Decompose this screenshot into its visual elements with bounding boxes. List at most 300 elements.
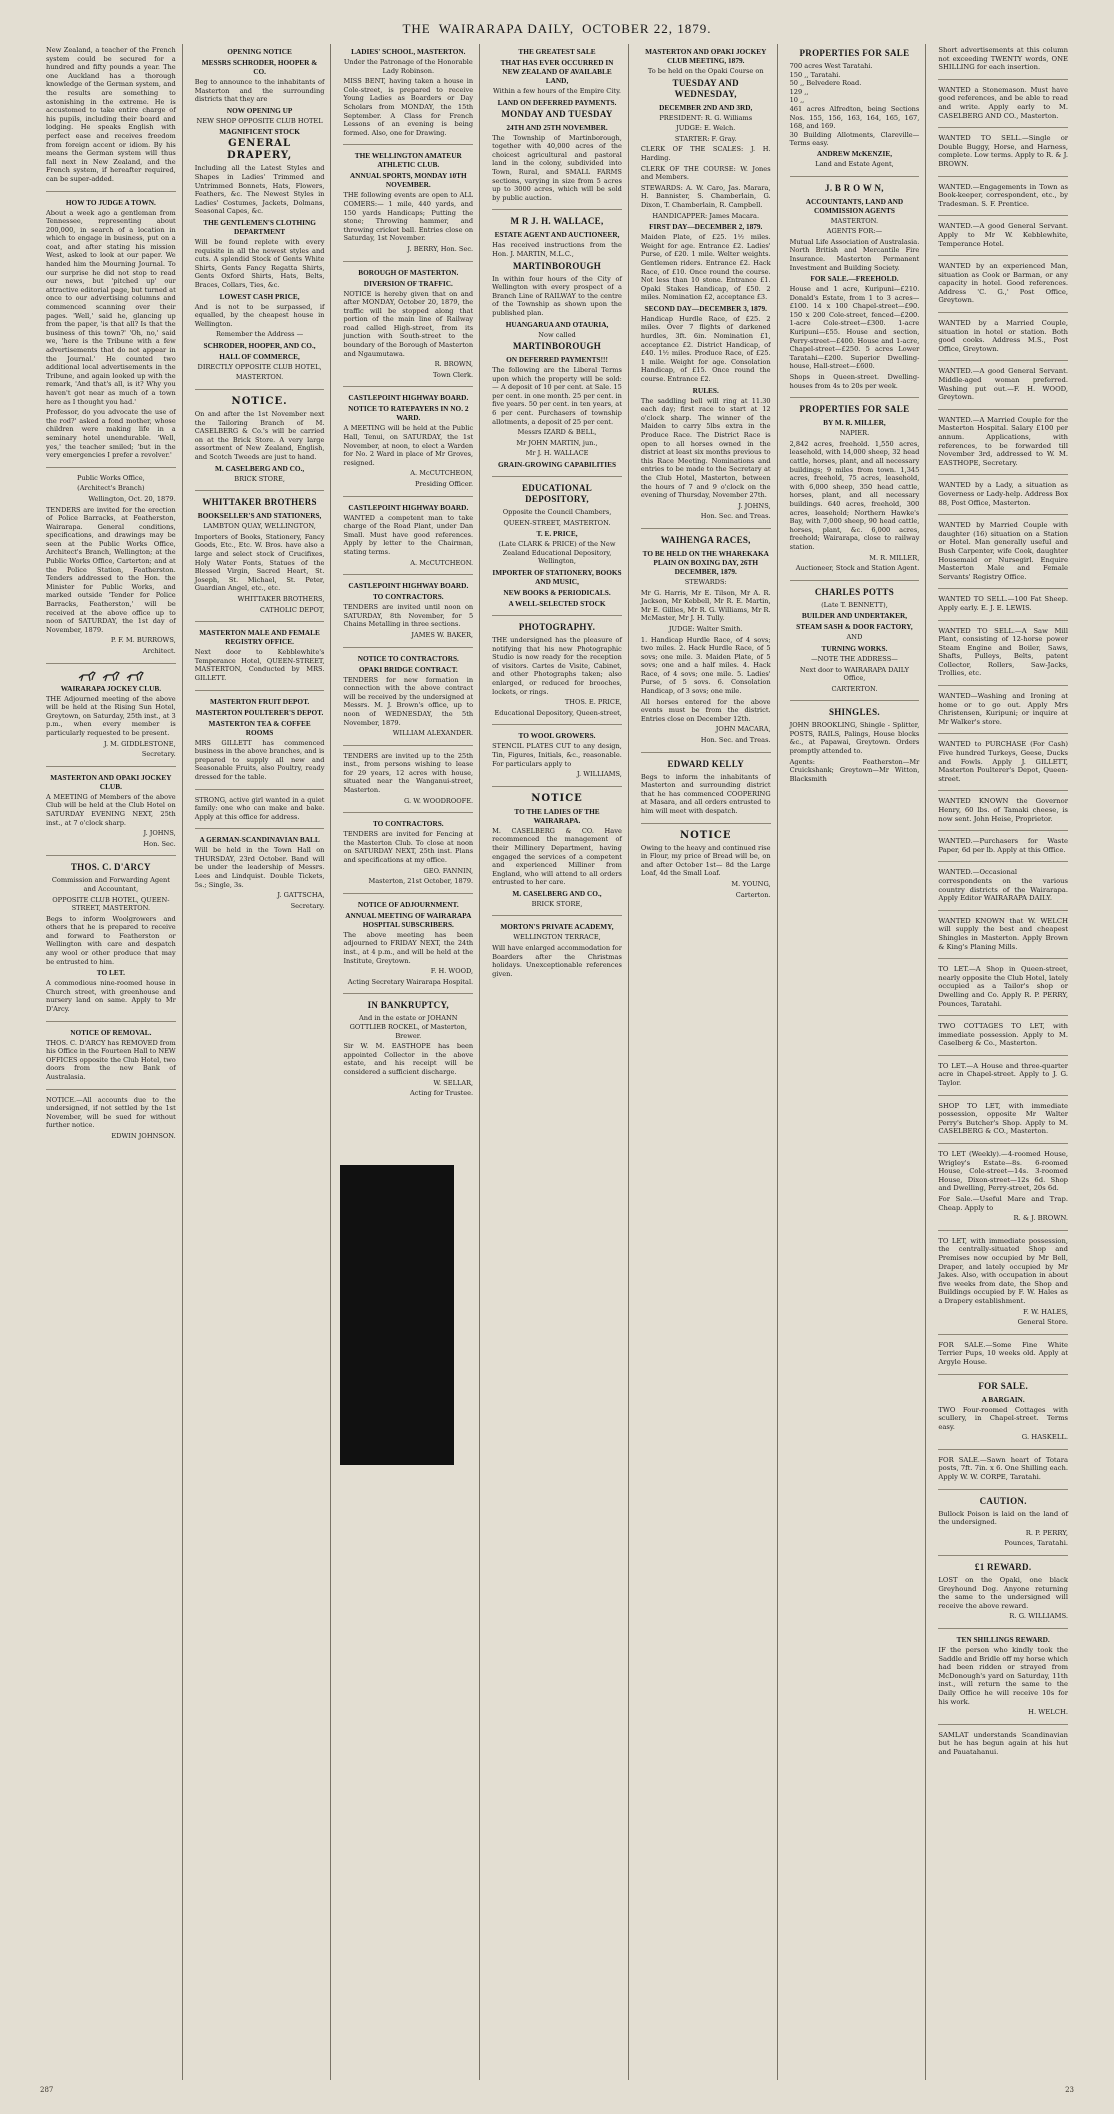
- wanted-text: WANTED.—A good General Servant. Middle-aged woman preferred. Washing put out.—F. H. WOOD, Greytown.: [938, 367, 1069, 402]
- borough-sig: R. BROWN,: [434, 360, 474, 369]
- opaki-body: TENDERS for new formation in connection with the above contract will be received by the undersigned at Messrs. M. J. Brown's office, up to noon of WEDNESDAY, the 5th November, 1879.: [343, 675, 474, 727]
- darcy-body: Begs to inform Woolgrowers and others that he is prepared to receive and forward to Featherston or Wellington with care and despatch any wool or other produce that may be entrusted to him.: [46, 914, 176, 966]
- rules-title: RULES.: [692, 385, 719, 395]
- ad-let-4: [938, 1150, 1068, 1231]
- clothing-body: Will be found replete with every requisite in all the newest styles and cuts. A splendid Stock of Gents White Shirts, Gents Fancy Regatta Shirts, Gents Oxford Shirts, Hats, Belts, Braces, Collars, Ties, &c.: [194, 237, 325, 289]
- adj-sig: F. H. WOOD,: [430, 967, 474, 976]
- potts-sub: (Late T. BENNETT),: [821, 600, 888, 609]
- props2-place: NAPIER.: [839, 429, 870, 438]
- huangarua: HUANGARUA AND OTAURIA,: [505, 319, 609, 329]
- column-5: [635, 44, 778, 2080]
- photo-sig2: Educational Depository, Queen-street,: [494, 708, 622, 717]
- ratepayers-sig: A. McCUTCHEON,: [410, 469, 474, 478]
- terms: The following are the Liberal Terms upon which the property will be sold:— A deposit of 10 per cent. at Sale. 15 per cent. in one month. 25 per cent. in five years. 50 per cent. in ten years, at 6 per cent. Purchasers of township allotments, a deposit of 25 per cent.: [492, 366, 622, 426]
- sale-list: House and 1 acre, Kuripuni—£210. Donald's Estate, from 1 to 3 acres—£100. 14 x 100 Chapel-street—£90. 150 x 200 Cole-street, fenced—£200. 1-acre Cole-street—£300. 1-acre Kuripuni—£55. House and section, Perry-street—£400. House and 1-acre, Chapel-street—£250. 5 acres Lower Taratahi—£200. Superior Dwelling-house, Hall-street—£600.: [789, 285, 920, 371]
- sawn-text: FOR SALE.—Sawn heart of Totara posts, 7ft. 7in. x 6. One Shilling each. Apply W. W. CORPE, Taratahi.: [938, 1455, 1069, 1482]
- brown-title: J. B R O W N,: [825, 182, 884, 193]
- ad-caution: [938, 1496, 1068, 1556]
- ad-terms: [938, 46, 1068, 80]
- ad-lease: [343, 752, 473, 814]
- ad-jockey-club: [46, 670, 176, 767]
- shops: Shops in Queen-street. Dwelling-houses from 4s to 20s per week.: [789, 373, 920, 390]
- wanted-text: WANTED.—Purchasers for Waste Paper, 6d per lb. Apply at this Office.: [938, 837, 1069, 854]
- ad-caselberg-notice: [195, 396, 325, 491]
- reward-body: LOST on the Opaki, one black Greyhound Dog. Anyone returning the same to the undersigned will receive the above reward.: [938, 1576, 1069, 1610]
- athletic-sig: J. BERRY, Hon. Sec.: [407, 244, 474, 253]
- ad-wanted-15: [938, 797, 1068, 831]
- list-item: 10 ,,: [789, 96, 805, 105]
- works-sub: (Architect's Branch): [77, 484, 145, 493]
- ad-wanted-13: [938, 692, 1068, 734]
- auctioneer-sub: ESTATE AGENT AND AUCTIONEER,: [494, 230, 620, 240]
- ad-photography: [492, 622, 622, 725]
- ad-gillett: [195, 697, 325, 790]
- wanted-text: WANTED TO SELL.—100 Fat Sheep. Apply early. E. J. E. LEWIS.: [938, 595, 1069, 612]
- fruit-title: MASTERTON FRUIT DEPOT.: [209, 696, 310, 706]
- let-body: A commodious nine-roomed house in Church street, with greenhouse and nursery land on same. Apply to Mr D'Arcy.: [46, 979, 176, 1014]
- lease-body: TENDERS are invited up to the 25th inst., from persons wishing to lease for 29 years, 12 acres with house, situated near the Wanganui-street, Masterton.: [343, 751, 474, 795]
- club-title: MASTERTON AND OPAKI JOCKEY CLUB MEETING, 1879.: [645, 47, 767, 65]
- ad-brown: [790, 183, 920, 399]
- ladies-sig2: BRICK STORE,: [531, 899, 583, 908]
- rules-sig2: Hon. Sec. and Treas.: [700, 512, 771, 521]
- ad-wanted-6: [938, 319, 1068, 361]
- ad-let-3: [938, 1062, 1068, 1096]
- ten-body: IF the person who kindly took the Saddle and Bridle off my horse which had been ridden or strayed from McDonough's yard on Saturday, 11th inst., will return the same to the Daily Office he will receive 10s for his work.: [938, 1646, 1069, 1706]
- shingles-body: JOHN BROOKLING, Shingle - Splitter, POSTS, RAILS, Palings, House blocks &c., at Papawai, Greytown. Orders promptly attended to.: [789, 721, 920, 756]
- ad-wanted-12: [938, 627, 1068, 687]
- kelly-body: Begs to inform the inhabitants of Masterton and surrounding district that he has commenced COOPERING at Masara, and all orders entrusted to him will meet with despatch.: [640, 772, 771, 815]
- folio-left: 287: [40, 2086, 54, 2094]
- sale-sig: R. & J. BROWN.: [1013, 1214, 1069, 1223]
- shingles-title: SHINGLES.: [828, 707, 880, 718]
- registry-title: MASTERTON MALE AND FEMALE REGISTRY OFFICE.: [199, 628, 320, 647]
- photo-sig: THOS. E. PRICE,: [564, 698, 622, 707]
- drapery-body: Including all the Latest Styles and Shapes in Ladies' Trimmed and Untrimmed Bonnets, Hats, Flowers, Feathers, &c. The Newest Styles in Ladies' Costumes, Jackets, Dolmans, Seasonal Capes, &c.: [194, 164, 325, 216]
- price-sub: (Late CLARK & PRICE) of the New Zealand Educational Depository, Wellington,: [498, 540, 616, 566]
- club-sub: To be held on the Opaki Course on: [647, 67, 764, 75]
- ad-registry: [195, 628, 325, 690]
- story-title: HOW TO JUDGE A TOWN.: [65, 197, 156, 207]
- adj-sig2: Acting Secretary Wairarapa Hospital.: [347, 977, 474, 986]
- ad-removal: [46, 1028, 176, 1090]
- ladies-title: LADIES' SCHOOL, MASTERTON.: [351, 47, 466, 56]
- sale-body: The Township of Martinborough, together with 40,000 acres of the choicest agricultural and pastoral land in the colony, subdivided into Town, Rural, and SMALL FARMS sections, varying in size from 5 acres up to 3000 acres, which will be sold by public auction.: [492, 133, 622, 202]
- remember: Remember the Address —: [215, 330, 304, 339]
- list-item: 461 acres Alfredton, being Sections Nos. 155, 156, 163, 164, 165, 167, 168, and 169.: [789, 104, 920, 131]
- ad-wanted-9: [938, 481, 1068, 515]
- stewards: STEWARDS: A. W. Caro, Jas. Marara, H. Bannister, S. Chamberlain, G. Dixon, T. Chamberlain, R. Campbell.: [640, 183, 771, 209]
- wanted-text: WANTED.—Engagements in Town as Book-keeper, correspondent, etc., by Tradesman. S. F. Prentice.: [938, 182, 1069, 208]
- whittaker-body: Importers of Books, Stationery, Fancy Goods, Etc., Etc. W. Bros. have also a large and select stock of Crucifixes, Holy Water Fonts, Statues of the Blessed Virgin, Sacred Heart, St. Joseph, St. Michael, St. Peter, Guardian Angel, etc., etc.: [194, 532, 325, 593]
- contractors2-title: TO CONTRACTORS.: [372, 819, 444, 829]
- wanted-text: WANTED to PURCHASE (For Cash) Five hundred Turkeys, Geese, Ducks and Fowls. Apply J. GILLETT, Masterton Poulterer's Depot, Queen-street.: [938, 740, 1069, 783]
- ad-ladies-millinery: [492, 793, 622, 917]
- article-intro: [46, 46, 176, 192]
- castle-title: CASTLEPOINT HIGHWAY BOARD.: [348, 393, 469, 403]
- opaki-sig: J. JOHNS,: [143, 829, 176, 838]
- auctioneer-title: M R J. H. WALLACE,: [510, 216, 604, 227]
- ad-terrier: [938, 1341, 1068, 1375]
- ad-bargain: [938, 1381, 1068, 1450]
- castle2-body: WANTED a competent man to take charge of the Road Plant, under Dan Small. Must have good references. Apply by letter to the Chairman, stating terms.: [343, 513, 474, 556]
- german-title: A GERMAN-SCANDINAVIAN BALL: [199, 835, 320, 845]
- races-sub: TO BE HELD ON THE WHAREKAKA PLAIN ON BOXING DAY, 26TH DECEMBER, 1879.: [642, 548, 769, 576]
- bank-title: IN BANKRUPTCY,: [367, 1000, 449, 1011]
- wanted-text: WANTED by a Married Couple, situation in hotel or station. Both good cooks. Address M.S., Post Office, Greytown.: [938, 319, 1069, 353]
- freedom-text: Professor, do you advocate the use of the rod?' asked a fond mother, whose children were making life in a seminary hotel unendurable. 'Well, yes,' the teacher smiled; 'but in the very emergencies I prefer a revolver.': [46, 408, 176, 460]
- ratepayers-sig2: Presiding Officer.: [414, 480, 474, 488]
- ad-castlepoint-wanted: [343, 503, 473, 576]
- day2-title: SECOND DAY—DECEMBER 3, 1879.: [644, 303, 767, 313]
- diversion-title: DIVERSION OF TRAFFIC.: [363, 278, 453, 288]
- opaki-sig: WILLIAM ALEXANDER.: [392, 729, 474, 738]
- academy-title: MORTON'S PRIVATE ACADEMY,: [500, 922, 614, 932]
- academy-body: Will have enlarged accommodation for Boarders after the Christmas holidays. Unexceptionable references given.: [492, 944, 622, 978]
- carterton: CARTERTON.: [831, 684, 878, 693]
- rules-sig: J. JOHNS,: [738, 501, 771, 510]
- whittaker-addr: LAMBTON QUAY, WELLINGTON,: [203, 522, 316, 531]
- auctioneer-body: Has received instructions from the Hon. J. MARTIN, M.L.C.,: [492, 241, 622, 258]
- reward-title: £1 REWARD.: [974, 1562, 1032, 1573]
- column-1: [40, 44, 183, 2080]
- coffee-title: MASTERTON TEA & COFFEE ROOMS: [208, 718, 311, 737]
- caselberg-sub: BRICK STORE,: [234, 474, 285, 483]
- german-sig2: Secretary.: [290, 901, 325, 910]
- strong-body: STRONG, active girl wanted in a quiet family: one who can make and bake. Apply at this office for address.: [194, 795, 325, 821]
- opaki-sub: OPAKI BRIDGE CONTRACT.: [358, 664, 458, 674]
- ad-wool-growers: [492, 731, 622, 786]
- ad-educational: [492, 483, 622, 616]
- props2-sub: BY M. R. MILLER,: [823, 418, 886, 428]
- ad-academy: [492, 922, 622, 985]
- opaki-body: A MEETING of Members of the above Club will be held at the Club Hotel on SATURDAY EVENING NEXT, 25th inst., at 7 o'clock sharp.: [46, 792, 176, 827]
- borough-title: BOROUGH OF MASTERTON.: [358, 267, 459, 277]
- president: PRESIDENT: R. G. Williams: [659, 113, 753, 122]
- wanted-text: WANTED.—A Married Couple for the Masterton Hospital. Salary £100 per annum. Applications, with references, to be forwarded till November 3rd, addressed to W. M. EASTHOPE, Secretary.: [938, 415, 1069, 467]
- sig-martin: Mr JOHN MARTIN, jun.,: [516, 438, 598, 447]
- removal-title: NOTICE OF REMOVAL.: [70, 1027, 152, 1037]
- handicapper: HANDICAPPER: James Macara.: [652, 211, 760, 220]
- opaki-sig2: Hon. Sec.: [143, 839, 176, 848]
- opposite: DIRECTLY OPPOSITE CLUB HOTEL,: [197, 362, 322, 371]
- hall-name: HALL OF COMMERCE,: [219, 351, 300, 361]
- horse-icon: [77, 670, 97, 682]
- contractors-title: CASTLEPOINT HIGHWAY BOARD.: [348, 581, 469, 591]
- notice-body: On and after the 1st November next the Tailoring Branch of M. CASELBERG & Co.'s will be carried on at the Brick Store. A very large assortment of New Zealand, English, and Scotch Tweeds are just to hand.: [194, 410, 325, 462]
- ad-shingles: [790, 707, 920, 790]
- ad-notice-johnson: [46, 1096, 176, 1148]
- works-place: Wellington, Oct. 20, 1879.: [88, 494, 176, 503]
- day2-races: Handicap Hurdle Race, of £25. 2 miles. Over 7 flights of darkened hurdles, 3ft. 6in. Nomination £1, acceptance £2. District Handicap, of £40. 1½ miles. Produce Race, of £25. 1 mile. Weight for age. Consolation Handicap, of £15. Once round the course. Entrance £2.: [640, 314, 771, 384]
- ad-let-5: [938, 1237, 1068, 1335]
- ad-strong-girl: [195, 796, 325, 830]
- stock: A WELL-SELECTED STOCK: [508, 599, 606, 608]
- importer: IMPORTER OF STATIONERY, BOOKS AND MUSIC,: [492, 568, 622, 586]
- contractors2-sig2: Masterton, 21st October, 1879.: [368, 877, 474, 886]
- horse-icon: [125, 670, 145, 682]
- adj-title: NOTICE OF ADJOURNMENT.: [357, 899, 459, 909]
- german-sig: J. GATTSCHA,: [277, 891, 325, 900]
- let-text: TWO COTTAGES TO LET, with immediate possession. Apply to M. Caselberg & Co., Masterton.: [938, 1022, 1069, 1048]
- sig-izard: Messrs IZARD & BELL,: [517, 428, 597, 437]
- athletic-sub: ANNUAL SPORTS, MONDAY 10TH NOVEMBER.: [349, 171, 467, 190]
- column-2: [189, 44, 332, 2080]
- ad-sawn: [938, 1456, 1068, 1490]
- ad-wanted-4: [938, 222, 1068, 256]
- masthead-date: OCTOBER 22, 1879.: [582, 21, 712, 36]
- wool-sig: J. WILLIAMS,: [576, 770, 622, 779]
- sale-sub2: Within a few hours of the Empire City.: [493, 87, 622, 95]
- contractors2-sig: GEO. FANNIN,: [423, 866, 474, 875]
- masthead: [40, 18, 1074, 40]
- masthead-prefix: THE: [402, 21, 431, 36]
- works-sig2: Architect.: [142, 647, 176, 655]
- german-body: Will be held in the Town Hall on THURSDAY, 23rd October. Band will be under the leadership of Messrs. Lees and Lindquist. Double Tickets, 5s.; Single, 3s.: [194, 846, 325, 889]
- martinborough-2: MARTINBOROUGH: [512, 341, 602, 352]
- wanted-text: WANTED by an experienced Man, situation as Cook or Barman, or any capacity in hotel. Good references. Address 'C. G.,' Post Office, Greytown.: [938, 262, 1069, 305]
- jockey-sig2: Secretary.: [141, 750, 176, 759]
- for-sale-title: FOR SALE.: [978, 1380, 1029, 1391]
- races-stewards: STEWARDS:: [684, 577, 727, 586]
- clothing-title: THE GENTLEMEN'S CLOTHING DEPARTMENT: [203, 217, 316, 236]
- races-list: 1. Handicap Hurdle Race, of 4 sovs; two miles. 2. Hack Hurdle Race, of 5 sovs; one mile. 3. Maiden Plate, of 5 sovs; one and a half miles. 4. Hack Race, of 4 sovs; one mile. 5. Ladies' Purse, of 5 sovs. 6. Consolation Handicap, of 3 sovs; one mile.: [640, 635, 771, 696]
- ad-fencing: [343, 819, 473, 894]
- ratepayers-body: A MEETING will be held at the Public Hall, Tenui, on SATURDAY, the 1st November, at noon, to elect a Warden for No. 2 Ward in place of Mr Groves, resigned.: [343, 424, 474, 467]
- wanted-text: WANTED.—Occasional correspondents on the various country districts of the Wairarapa. Apply Editor WAIRARAPA DAILY.: [938, 868, 1069, 903]
- athletic-body: THE following events are open to ALL COMERS:— 1 mile, 440 yards, and 150 yards Handicaps; Putting the stone; Throwing hammer, and throwing cricket ball. Entries close on Saturday, 1st November.: [343, 191, 474, 243]
- wanted-text: WANTED TO SELL.—A Saw Mill Plant, consisting of 12-horse power Steam Engine and Boiler, Saws, Shafts, Pulleys, Belts, patent Collector, Rollers, Saw-Jacks, Trollies, etc.: [938, 626, 1069, 678]
- ad-bread-notice: [641, 830, 771, 907]
- ad-wanted-10: [938, 521, 1068, 589]
- wanted-text: WANTED by Married Couple with daughter (16) situation on a Station or Hotel. Man generally useful and Bush Carpenter, wife Cook, daughter Housemaid or Nursegirl. Enquire Masterton Male and Female Servants' Registry Office.: [938, 521, 1069, 581]
- caution-title: CAUTION.: [979, 1495, 1027, 1506]
- ad-let-2: [938, 1022, 1068, 1056]
- ad-wanted-7: [938, 367, 1068, 409]
- let-text: TO LET, with immediate possession, the centrally-situated Shop and Premises now occupied by Mr Bell, Draper, and lately occupied by Mr Jakes. Also, with occupation in about five weeks from date, the Shop and Buildings occupied by F. W. Hales as a Drapery establishment.: [938, 1236, 1069, 1305]
- ad-wanted-2: [938, 134, 1068, 176]
- ratepayers-title: NOTICE TO RATEPAYERS IN NO. 2 WARD.: [348, 404, 469, 423]
- potts-trade2: STEAM SASH & DOOR FACTORY,: [796, 622, 913, 632]
- now-called: Now called: [538, 330, 576, 339]
- athletic-title: THE WELLINGTON AMATEUR ATHLETIC CLUB.: [354, 151, 462, 170]
- potts-trade: BUILDER AND UNDERTAKER,: [801, 611, 908, 621]
- jockey-title: WAIRARAPA JOCKEY CLUB.: [60, 683, 162, 693]
- ladies-sub: Under the Patronage of the Honorable Lady Robinson.: [343, 58, 473, 75]
- whittaker-sig: WHITTAKER BROTHERS,: [237, 594, 325, 603]
- jockey-sig: J. M. GIDDLESTONE,: [103, 739, 176, 748]
- ad-wanted-1: [938, 86, 1068, 128]
- bargain-body: TWO Four-roomed Cottages with scullery, in Chapel-street. Terms easy.: [938, 1405, 1069, 1431]
- let-text: TO LET.—A Shop in Queen-street, nearly opposite the Club Hotel, lately occupied as a Tailor's shop or Dwelling and Co. Apply R. P. PERRY, Pounces, Taratahi.: [938, 965, 1069, 1008]
- sale-sub: THAT HAS EVER OCCURRED IN NEW ZEALAND OF AVAILABLE LAND,: [500, 58, 614, 85]
- contractors-body: TENDERS are invited until noon on SATURDAY, 8th November, for 5 Chains Metalling in three sections.: [343, 603, 474, 629]
- races-sig: JOHN MACARA,: [715, 725, 771, 734]
- ad-wanted-3: [938, 183, 1068, 217]
- judge: JUDGE: E. Welch.: [676, 124, 736, 133]
- photo-title: PHOTOGRAPHY.: [518, 622, 596, 632]
- sale-useful: For Sale.—Useful Mare and Trap. Cheap. Apply to: [938, 1195, 1069, 1212]
- ad-public-works: [46, 474, 176, 664]
- works-sig: P. F. M. BURROWS,: [110, 636, 176, 645]
- note-address: —NOTE THE ADDRESS—: [811, 654, 898, 663]
- masthead-title: WAIRARAPA DAILY,: [438, 21, 575, 36]
- wool-title: TO WOOL GROWERS.: [518, 731, 596, 741]
- bank-body: Sir W. M. EASTHOPE has been appointed Collector in the above estate, and his receipt will be considered a sufficient discharge.: [343, 1042, 474, 1076]
- jockey-body: THE Adjourned meeting of the above will be held at the Rising Sun Hotel, Greytown, on Saturday, 25th inst., at 3 p.m., when every member is particularly requested to be present.: [46, 694, 176, 737]
- ad-wanted-11: [938, 595, 1068, 620]
- column-6: [784, 44, 927, 2080]
- academy-sub: WELLINGTON TERRACE,: [513, 933, 601, 942]
- ad-wanted-8: [938, 416, 1068, 476]
- gillett-body: MRS GILLETT has commenced business in the above branches, and is prepared to supply all new and Seasonable Fruits, also Poultry, ready dressed for the table.: [194, 738, 325, 781]
- wanted-text: WANTED.—A good General Servant. Apply to Mr W. Kebblewhite, Temperance Hotel.: [938, 222, 1069, 248]
- ad-reward: [938, 1562, 1068, 1629]
- edu-title: EDUCATIONAL DEPOSITORY,: [521, 483, 593, 505]
- ladies-body: MISS BENT, having taken a house in Cole-street, is prepared to receive Young Ladies as Boarders or Day Scholars from MONDAY, the 15th September. A Class for French Lessons of an evening is being formed. Also, one for Drawing.: [343, 77, 474, 137]
- borough-body: NOTICE is hereby given that on and after MONDAY, October 20, 1879, the traffic will be stopped along that portion of the main line of Railway road called High-street, from its junction with South-street to the boundary of the Borough of Masterton and Ngaumutawa.: [343, 289, 474, 358]
- club-dates: DECEMBER 2ND AND 3RD,: [659, 102, 753, 112]
- let5-sig2: General Store.: [1017, 1318, 1069, 1327]
- notice-title: NOTICE: [679, 829, 732, 841]
- ladies-sub: TO THE LADIES OF THE WAIRARAPA.: [514, 806, 600, 825]
- club-days: TUESDAY AND WEDNESDAY,: [672, 77, 739, 99]
- ad-athletic: [343, 151, 473, 261]
- ladies-body: M. CASELBERG & CO. Have recommenced the management of their Millinery Department, having engaged the services of a competent and experienced Milliner from England, who will attend to all orders entrusted to her care.: [492, 826, 622, 887]
- ad-waihenga-races: [641, 535, 771, 753]
- ad-opaki-bridge: [343, 654, 473, 746]
- ad-whittaker: [195, 497, 325, 622]
- castle2-title: CASTLEPOINT HIGHWAY BOARD.: [348, 502, 469, 512]
- magnificent: MAGNIFICENT STOCK: [219, 127, 300, 137]
- ad-let-1: [938, 965, 1068, 1016]
- sale-dates: 24TH AND 25TH NOVEMBER.: [506, 122, 608, 132]
- lowest-price: LOWEST CASH PRICE,: [219, 291, 300, 301]
- ad-castlepoint-contractors: [343, 581, 473, 647]
- wanted-text: WANTED—Washing and Ironing at home or to go out. Apply Mrs Christensen, Kuripuni; or inquire at Mr Walker's store.: [938, 692, 1069, 726]
- columns: [40, 44, 1074, 2080]
- ad-wanted-18: [938, 917, 1068, 959]
- sale-days: MONDAY AND TUESDAY: [501, 108, 613, 119]
- list-item: 700 acres West Taratahi.: [789, 62, 873, 70]
- notice-sig: EDWIN JOHNSON.: [111, 1131, 176, 1140]
- races-sig2: Hon. Sec. and Treas.: [700, 736, 771, 745]
- day1-races: Maiden Plate, of £25. 1½ miles. Weight for age. Entrance £2. Ladies' Purse, of £20. 1 mile. Welter weights. Gentlemen riders. Entrance £2. Hack Race, of £10. Once round the course. Not less than 10 stone. Entrance £1. Opaki Stakes Handicap, of £50. 2 miles. Nomination £2, acceptance £3.: [640, 233, 771, 302]
- damaged-blackout-area: [340, 1165, 454, 1465]
- bargain-sig: G. HASKELL.: [1021, 1433, 1069, 1442]
- article-judge-town: [46, 198, 176, 468]
- brown-sub: ACCOUNTANTS, LAND AND COMMISSION AGENTS: [805, 196, 904, 215]
- props-title: PROPERTIES FOR SALE: [799, 48, 910, 58]
- agents-label: AGENTS FOR:—: [826, 227, 883, 236]
- column-4: [486, 44, 629, 2080]
- notice-sig: M. YOUNG,: [731, 879, 771, 888]
- whittaker-sig2: CATHOLIC DEPOT,: [259, 605, 325, 614]
- starter: STARTER: F. Gray.: [674, 134, 737, 143]
- opaki-title: NOTICE TO CONTRACTORS.: [357, 653, 459, 663]
- ladies-sig: M. CASELBERG AND CO.,: [512, 888, 602, 898]
- bank-sub: And in the estate or JOHANN GOTTLIEB ROCKEL, of Masterton, Brewer.: [349, 1014, 467, 1040]
- last-text: SAMLAT understands Scandinavian but he has begun again at his hut and Pauatahanui.: [938, 1730, 1069, 1756]
- registry-body: Next door to Kebblewhite's Temperance Hotel, QUEEN-STREET, MASTERTON, Conducted by MRS. GILLETT.: [194, 648, 325, 682]
- whittaker-sub: BOOKSELLER'S AND STATIONERS,: [197, 511, 322, 521]
- let-text: TO LET.—A House and three-quarter acre in Chapel-street. Apply to J. G. Taylor.: [938, 1061, 1069, 1088]
- column-7: [932, 44, 1074, 2080]
- rules-body: The saddling bell will ring at 11.30 each day; first race to start at 12 o'clock sharp. The winner of the Maiden to carry 5lbs extra in the Produce Race. The District Race is open to all horses owned in the district at least six months previous to this Race Meeting. Nominations and entries to be made to the Secretary at the Club Hotel, Masterton, between the hours of 7 and 9 o'clock on the evening of Thursday, November 27th.: [640, 396, 771, 500]
- notice-body: NOTICE.—All accounts due to the undersigned, if not settled by the 1st November, will be sued for without further notice.: [46, 1095, 176, 1130]
- notice-sig2: Carterton.: [735, 890, 771, 899]
- martinborough: MARTINBOROUGH: [512, 260, 602, 271]
- let5-sig: F. W. HALES,: [1023, 1307, 1069, 1316]
- ad-ten-shillings: [938, 1635, 1068, 1725]
- folio: [40, 2086, 1074, 2102]
- ad-german-ball: [195, 835, 325, 917]
- grain: GRAIN-GROWING CAPABILITIES: [497, 460, 617, 470]
- price-name: T. E. PRICE,: [536, 529, 578, 539]
- ad-ladies-school: [343, 47, 473, 145]
- ad-borough: [343, 268, 473, 388]
- sig-wallace: Mr J. H. WALLACE: [525, 449, 589, 458]
- edu-sub2: QUEEN-STREET, MASTERTON.: [503, 518, 611, 527]
- for-sale-freehold: FOR SALE.—FREEHOLD.: [810, 274, 899, 284]
- ad-shop-let: [938, 1102, 1068, 1144]
- kelly-title: EDWARD KELLY: [667, 758, 744, 769]
- ad-greatest-sale: [492, 47, 622, 210]
- agents-body: Mutual Life Association of Australasia. North British and Mercantile Fire Insurance. Masterton Permanent Investment and Building Society.: [789, 237, 920, 272]
- wool-body: STENCIL PLATES CUT to any design, Tin, Figures, Initials, &c., reasonable. For particulars apply to: [492, 742, 622, 768]
- bargain-title: A BARGAIN.: [981, 1394, 1025, 1404]
- darcy-sub: Commission and Forwarding Agent and Accountant,: [51, 876, 170, 893]
- works-body: TENDERS are invited for the erection of Police Barracks, at Featherston, Wairarapa. General conditions, specifications, and drawings may be seen at the Public Works Office, Architect's Branch, Wellington; at the Public Works Office, Carterton; and at the Police Station, Featherston. Tenders addressed to the Hon. the Minister for Public Works, and marked outside 'Tender for Police Barracks, Featherston,' will be received at the above office up to noon of SATURDAY, the 1st day of November, 1879.: [46, 505, 176, 634]
- contractors2-body: TENDERS are invited for Fencing at the Masterton Club. To close at noon on SATURDAY NEXT, 25th inst. Plans and specifications at my office.: [343, 830, 474, 865]
- contractors-sub: TO CONTRACTORS.: [372, 592, 444, 602]
- column-3: [337, 44, 480, 2080]
- wanted-text: WANTED KNOWN that W. WELCH will supply the best and cheapest Shingles in Masterton. Apply Brown & King's Planing Mills.: [938, 916, 1069, 951]
- now-opening: NOW OPENING UP: [226, 105, 293, 115]
- ad-bankruptcy: [343, 1000, 473, 1104]
- caution-sig2: Pounces, Taratahi.: [1004, 1539, 1069, 1548]
- notice-body: Owing to the heavy and continued rise in Flour, my price of Bread will be, on and after October 1st— 8d the Large Loaf, 4d the Small Loaf.: [640, 843, 771, 878]
- contractors-sig: JAMES W. BAKER,: [411, 630, 474, 639]
- on-deferred: ON DEFERRED PAYMENTS!!!: [506, 355, 608, 365]
- mckenzie-sig2: Land and Estate Agent,: [815, 159, 894, 168]
- brown-place: MASTERTON.: [830, 216, 879, 225]
- adj-body: The above meeting has been adjourned to FRIDAY NEXT, the 24th inst., at 4 p.m., and will be held at the Institute, Greytown.: [343, 930, 474, 965]
- bank-sig2: Acting for Trustee.: [409, 1089, 474, 1098]
- ad-wanted-14: [938, 740, 1068, 791]
- ad-race-meeting: [641, 47, 771, 529]
- props2-sig: M. R. MILLER,: [869, 553, 920, 562]
- wanted-text: WANTED TO SELL.—Single or Double Buggy, Horse, and Harness, complete. Low terms. Apply to R. & J. BROWN.: [938, 134, 1069, 168]
- reward-sig: R. G. WILLIAMS.: [1009, 1612, 1069, 1621]
- ad-miller-properties: [790, 404, 920, 581]
- horse-icon: [101, 670, 121, 682]
- opaki-title: MASTERTON AND OPAKI JOCKEY CLUB.: [50, 772, 172, 791]
- bank-sig: W. SELLAR,: [433, 1078, 474, 1087]
- ad-kelly: [641, 759, 771, 824]
- works-title: Public Works Office,: [76, 473, 145, 482]
- removal-body: THOS. C. D'ARCY has REMOVED from his Office in the Fourteen Hall to NEW OFFICES opposite the Club Hotel, two doors from the new Bank of Australasia.: [46, 1038, 176, 1081]
- sale-title: THE GREATEST SALE: [518, 47, 596, 56]
- day1-title: FIRST DAY—DECEMBER 2, 1879.: [649, 222, 763, 232]
- books: NEW BOOKS & PERIODICALS.: [503, 588, 611, 597]
- terrier-text: FOR SALE.—Some Fine White Terrier Pups, 10 weeks old. Apply at Argyle House.: [938, 1340, 1069, 1366]
- caselberg-name: M. CASELBERG AND CO.,: [214, 463, 305, 473]
- ad-wanted-17: [938, 868, 1068, 910]
- ad-wallace: [492, 216, 622, 477]
- castle2-sig: A. McCUTCHEON.: [410, 558, 474, 567]
- lowest-body: And is not to be surpassed, if equalled, by the cheapest house in Wellington.: [194, 302, 325, 328]
